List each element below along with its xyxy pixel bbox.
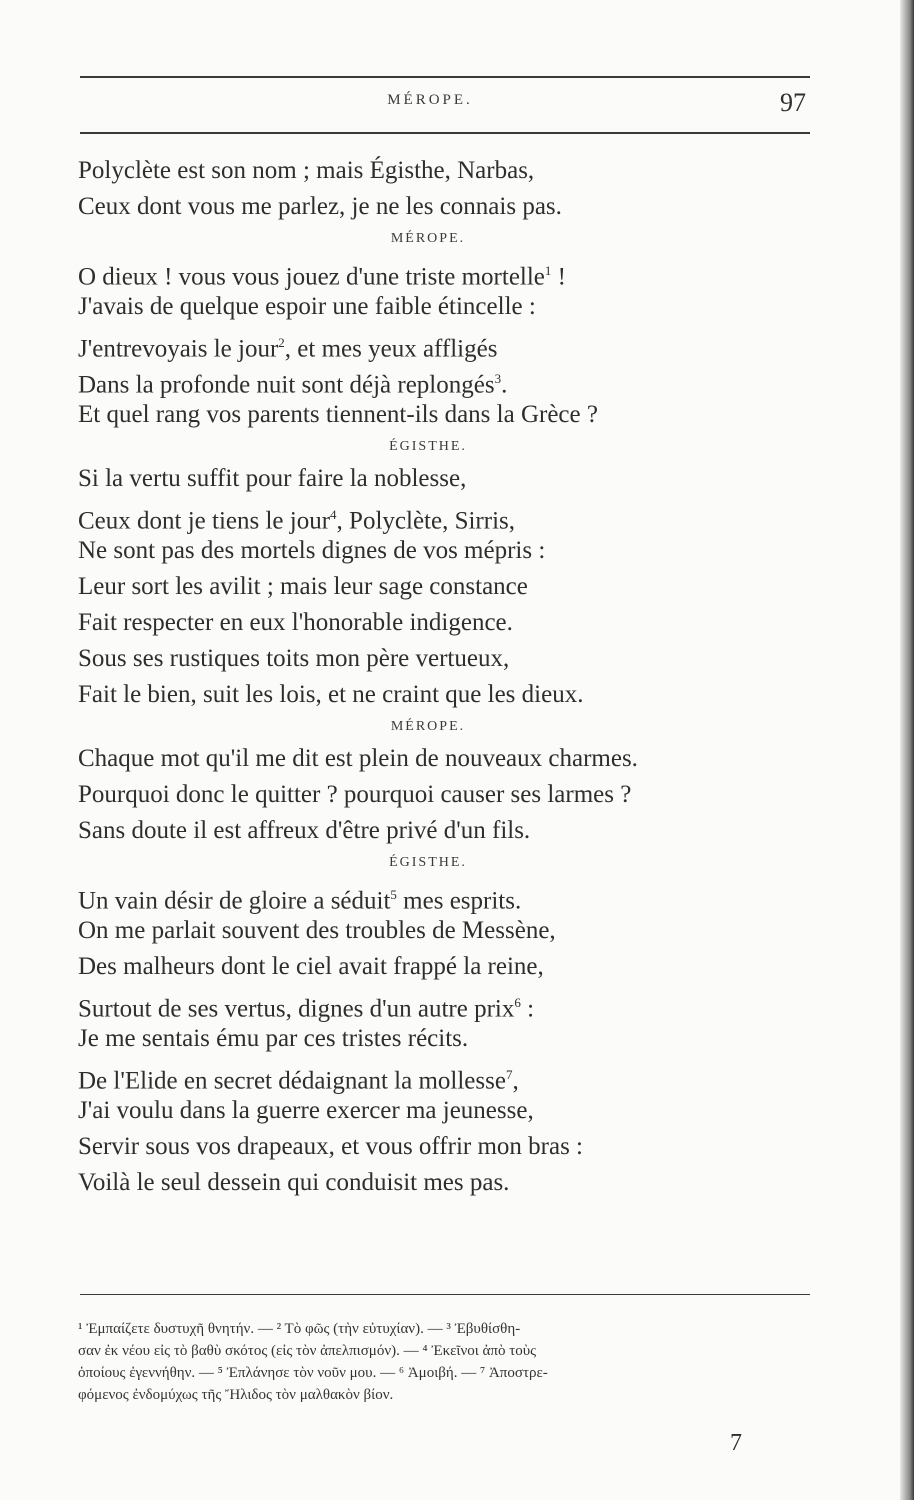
verse-line: [78, 777, 808, 813]
verse-line: [78, 189, 808, 225]
verse-text: Pourquoi donc le quitter ? pourquoi causer ses larmes ?: [78, 781, 632, 808]
verse-text: Des malheurs dont le ciel avait frappé la reine,: [78, 953, 544, 980]
verse-line: [78, 325, 808, 361]
verse-text: J'avais de quelque espoir une faible étincelle :: [78, 293, 536, 320]
verse-text: J'entrevoyais le jour: [78, 335, 279, 363]
verse-line: [78, 641, 808, 677]
verse-text: Voilà le seul dessein qui conduisit mes pas.: [78, 1169, 510, 1196]
footnote-ref: 1: [544, 263, 552, 278]
verse-line: [78, 1165, 808, 1201]
verse-line: [78, 877, 808, 913]
verse-text: Polyclète est son nom ; mais Égisthe, Narbas,: [78, 157, 535, 184]
verse-text: Dans la profonde nuit sont déjà replongés: [78, 371, 495, 399]
verse-text: De l'Elide en secret dédaignant la mollesse: [78, 1067, 506, 1095]
verse-line: [78, 253, 808, 289]
verse-text: Leur sort les avilit ; mais leur sage constance: [78, 573, 528, 600]
verse-text: Un vain désir de gloire a séduit: [78, 887, 391, 915]
verse-text-tail: :: [520, 995, 535, 1023]
verse-text: Fait le bien, suit les lois, et ne craint que les dieux.: [78, 681, 584, 708]
verse-text: Sans doute il est affreux d'être privé d'un fils.: [78, 817, 531, 844]
verse-line: [78, 1021, 808, 1057]
verse-line: [78, 461, 808, 497]
verse-line: [78, 361, 808, 397]
verse-text-tail: !: [551, 263, 566, 291]
verse-text-tail: , Polyclète, Sirris,: [336, 507, 516, 535]
verse-line: [78, 153, 808, 189]
footnote-ref: 7: [505, 1067, 513, 1082]
verse-line: [78, 569, 808, 605]
verse-line: [78, 985, 808, 1021]
signature-mark: 7: [730, 1430, 742, 1456]
verse-text: Ne sont pas des mortels dignes de vos mépris :: [78, 537, 546, 564]
verse-text: Et quel rang vos parents tiennent-ils dans la Grèce ?: [78, 401, 598, 428]
verse-text: Je me sentais ému par ces tristes récits.: [78, 1025, 469, 1052]
footnote-rule: [80, 1294, 810, 1295]
verse-text-tail: ,: [512, 1067, 519, 1095]
verse-line: [78, 741, 808, 777]
speaker-name: MÉROPE.: [390, 231, 466, 246]
verse-text-tail: , et mes yeux affligés: [284, 335, 498, 363]
verse-line: [78, 1057, 808, 1093]
verse-text-tail: mes esprits.: [396, 887, 522, 915]
verse-text: J'ai voulu dans la guerre exercer ma jeunesse,: [78, 1097, 534, 1124]
verse-line: [78, 677, 808, 713]
verse-line: [78, 497, 808, 533]
footnote-ref: 5: [390, 887, 397, 902]
verse-line: [78, 605, 808, 641]
verse-text: Chaque mot qu'il me dit est plein de nouveaux charmes.: [78, 745, 638, 772]
page-edge-shadow: [900, 0, 914, 1500]
verse-line: [78, 1093, 808, 1129]
verse-line: [78, 533, 808, 569]
top-rule: [80, 76, 810, 78]
running-head: MÉROPE.: [387, 92, 473, 108]
verse-text: Servir sous vos drapeaux, et vous offrir mon bras :: [78, 1133, 584, 1160]
verse-line: [78, 949, 808, 985]
speaker-name: ÉGISTHE.: [389, 855, 467, 870]
speaker-name: MÉROPE.: [390, 719, 466, 734]
verse-text: Sous ses rustiques toits mon père vertueux,: [78, 645, 510, 672]
verse-text: On me parlait souvent des troubles de Messène,: [78, 917, 556, 944]
footnote-line: ¹ Ἐμπαίζετε δυστυχῆ θνητήν. — ² Τὸ φῶς (τὴν εὐτυχίαν). — ³ Ἐβυθίσθη-: [78, 1321, 521, 1337]
verse-line: [78, 289, 808, 325]
header-rule: [80, 132, 810, 134]
footnote-ref: 6: [514, 995, 521, 1010]
speaker-name: ÉGISTHE.: [389, 439, 467, 454]
footnote-line: φόμενος ἐνδομύχως τῆς Ἤλιδος τὸν μαλθακὸν βίον.: [78, 1387, 394, 1403]
footnote-line: σαν ἐκ νέου εἰς τὸ βαθὺ σκότος (εἰς τὸν ἀπελπισμόν). — ⁴ Ἐκεῖνοι ἀπὸ τοὺς: [78, 1343, 537, 1359]
verse-text: Si la vertu suffit pour faire la noblesse,: [78, 465, 467, 492]
footnotes: [78, 1318, 813, 1406]
verse-text-tail: .: [501, 371, 508, 399]
verse-line: [78, 397, 808, 433]
footnote-line: ὁποίους ἐγεννήθην. — ⁵ Ἐπλάνησε τὸν νοῦν μου. — ⁶ Ἀμοιβή. — ⁷ Ἀποστρε-: [78, 1365, 548, 1381]
verse-text: Fait respecter en eux l'honorable indigence.: [78, 609, 513, 636]
verse-block: [78, 153, 808, 1201]
verse-text: Surtout de ses vertus, dignes d'un autre prix: [78, 995, 515, 1023]
footnote-ref: 4: [330, 507, 337, 522]
footnote-ref: 2: [278, 335, 285, 350]
page-number: 97: [780, 88, 806, 117]
footnote-ref: 3: [494, 371, 502, 386]
verse-text: Ceux dont vous me parlez, je ne les connais pas.: [78, 193, 562, 220]
verse-text: O dieux ! vous vous jouez d'une triste mortelle: [78, 263, 545, 291]
verse-text: Ceux dont je tiens le jour: [78, 507, 331, 535]
verse-line: [78, 913, 808, 949]
verse-line: [78, 813, 808, 849]
verse-line: [78, 1129, 808, 1165]
